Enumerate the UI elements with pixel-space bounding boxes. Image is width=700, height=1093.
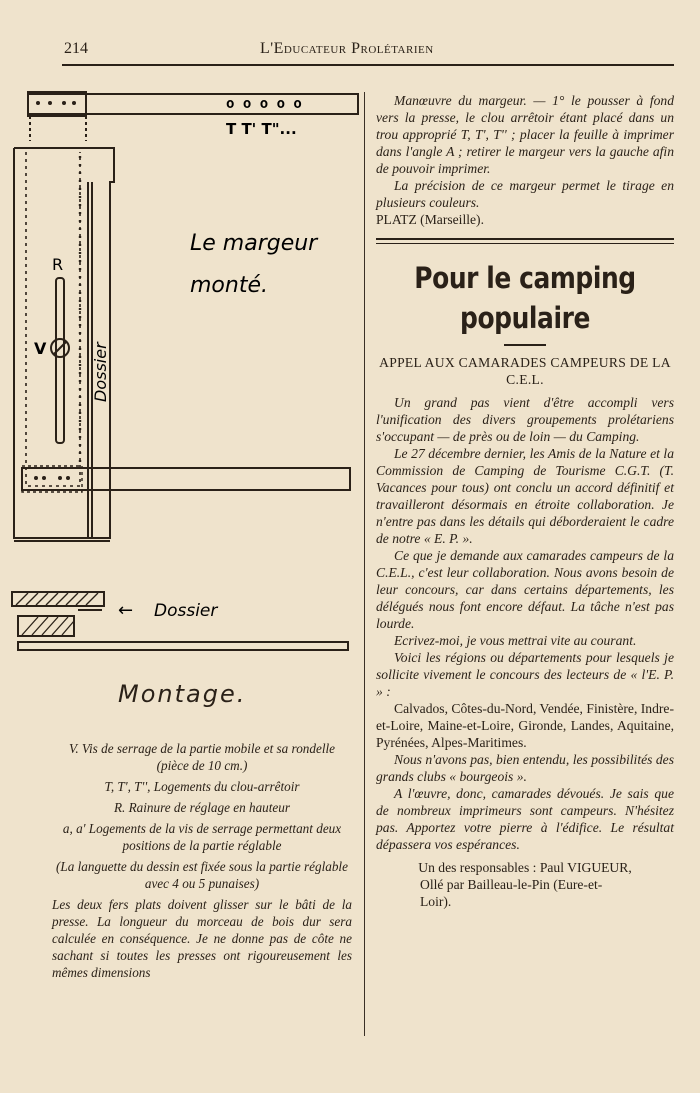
top-label: T T' T"... (226, 120, 297, 138)
label-r: R (52, 255, 64, 274)
signature-line-2: Ollé par Bailleau-le-Pin (Eure-et- (420, 877, 603, 892)
mounted-caption-line-1: Le margeur (190, 231, 318, 256)
legend-v: V. Vis de serrage de la partie mobile et sa rondelle (pièce de 10 cm.) (68, 741, 336, 773)
legend-r: R. Rainure de réglage en hauteur (113, 800, 291, 815)
camping-headline-line-2: populaire (460, 301, 590, 335)
diagram-legend (52, 740, 352, 985)
margeur-manoeuvre: Manœuvre du margeur. — 1° le pousser à fond vers la presse, le clou arrêtoir étant placé dans un trou approprié T, T', T'' ; placer la feuille à imprimer dans l'angle A ; retirer le margeur vers la gauche afin de pouvoir imprimer. (376, 93, 674, 176)
legend-fers: Les deux fers plats doivent glisser sur le bâti de la presse. La longueur du morceau de bois dur sera calculée en conséquence. Je ne donne pas de côte ne sachant si toutes les presses ont rigoureusement les mêmes dimensions (52, 897, 352, 980)
headline-rule (504, 344, 546, 346)
label-dossier-vertical: Dossier (91, 342, 110, 402)
section-rule (376, 238, 674, 244)
page-number: 214 (64, 40, 88, 57)
camping-p5: Voici les régions ou départements pour lesquels je sollicite vivement le concours des lecteurs de « l'E. P. » : (376, 650, 674, 699)
adjust-slot (56, 278, 64, 443)
camping-headline (397, 258, 653, 338)
mounted-caption-line-2: monté. (190, 273, 268, 298)
camping-p2: Le 27 décembre dernier, les Amis de la Nature et la Commission de Camping de Tourisme C.G.T. (T. Vacances pour tous) ont conclu un accord définitif et travailleront désormais en étroite collaboration. Je n'entre pas dans les détails qui déborderaient le cadre de notre « E. P. ». (376, 446, 674, 546)
camping-p3: Ce que je demande aux camarades campeurs de la C.E.L., c'est leur collaboration. Nous avons besoin de leur concours, car dans certains départements, les délégués nous font encore défaut. La tâche n'est pas lourde. (376, 548, 674, 631)
header-rule (62, 64, 674, 66)
right-column (376, 92, 674, 910)
signature-line-1: Un des responsables : Paul VIGUEUR, (418, 860, 632, 875)
margeur-precision: La précision de ce margeur permet le tirage en plusieurs couleurs. (376, 178, 674, 210)
camping-regions: Calvados, Côtes-du-Nord, Vendée, Finistère, Indre-et-Loire, Maine-et-Loire, Gironde, Landes, Aquitaine, Pyrénées, Alpes-Maritimes. (376, 701, 674, 750)
camping-p7: A l'œuvre, donc, camarades dévoués. Je sais que de nombreux imprimeurs sont campeurs. N'hésitez pas. Apportez votre pierre à l'édifice. Le résultat dépassera vos espérances. (376, 786, 674, 852)
column-divider (364, 92, 365, 1036)
camping-article (376, 394, 674, 853)
camping-headline-line-1: Pour le camping (414, 261, 636, 295)
holes-label: o o o o o (226, 96, 302, 112)
camping-signature (376, 859, 674, 910)
camping-p1: Un grand pas vient d'être accompli vers l'unification des divers groupements prolétariens s'occupant — de près ou de loin — du Camping. (376, 395, 674, 444)
camping-p6: Nous n'avons pas, bien entendu, les possibilités des grands clubs « bourgeois ». (376, 752, 674, 784)
camping-subhead: APPEL AUX CAMARADES CAMPEURS DE LA C.E.L. (379, 355, 671, 387)
arrow-icon: ← (118, 600, 134, 621)
legend-a: a, a' Logements de la vis de serrage permettant deux positions de la partie réglable (62, 821, 342, 853)
diagram-caption: Montage. (118, 680, 247, 708)
base-bar (18, 642, 348, 650)
margeur-signature: PLATZ (Marseille). (376, 212, 484, 227)
label-dossier-arrow: Dossier (154, 601, 218, 621)
margeur-diagram (8, 86, 360, 726)
camping-p4: Ecrivez-moi, je vous mettrai vite au courant. (394, 633, 637, 648)
signature-line-3: Loir). (420, 894, 452, 909)
label-v: V (34, 339, 47, 358)
legend-languette: (La languette du dessin est fixée sous la partie réglable avec 4 ou 5 punaises) (56, 859, 348, 891)
legend-t: T, T', T'', Logements du clou-arrêtoir (104, 779, 300, 794)
top-rail (28, 94, 358, 114)
journal-title: L'Educateur Prolétarien (260, 40, 434, 57)
